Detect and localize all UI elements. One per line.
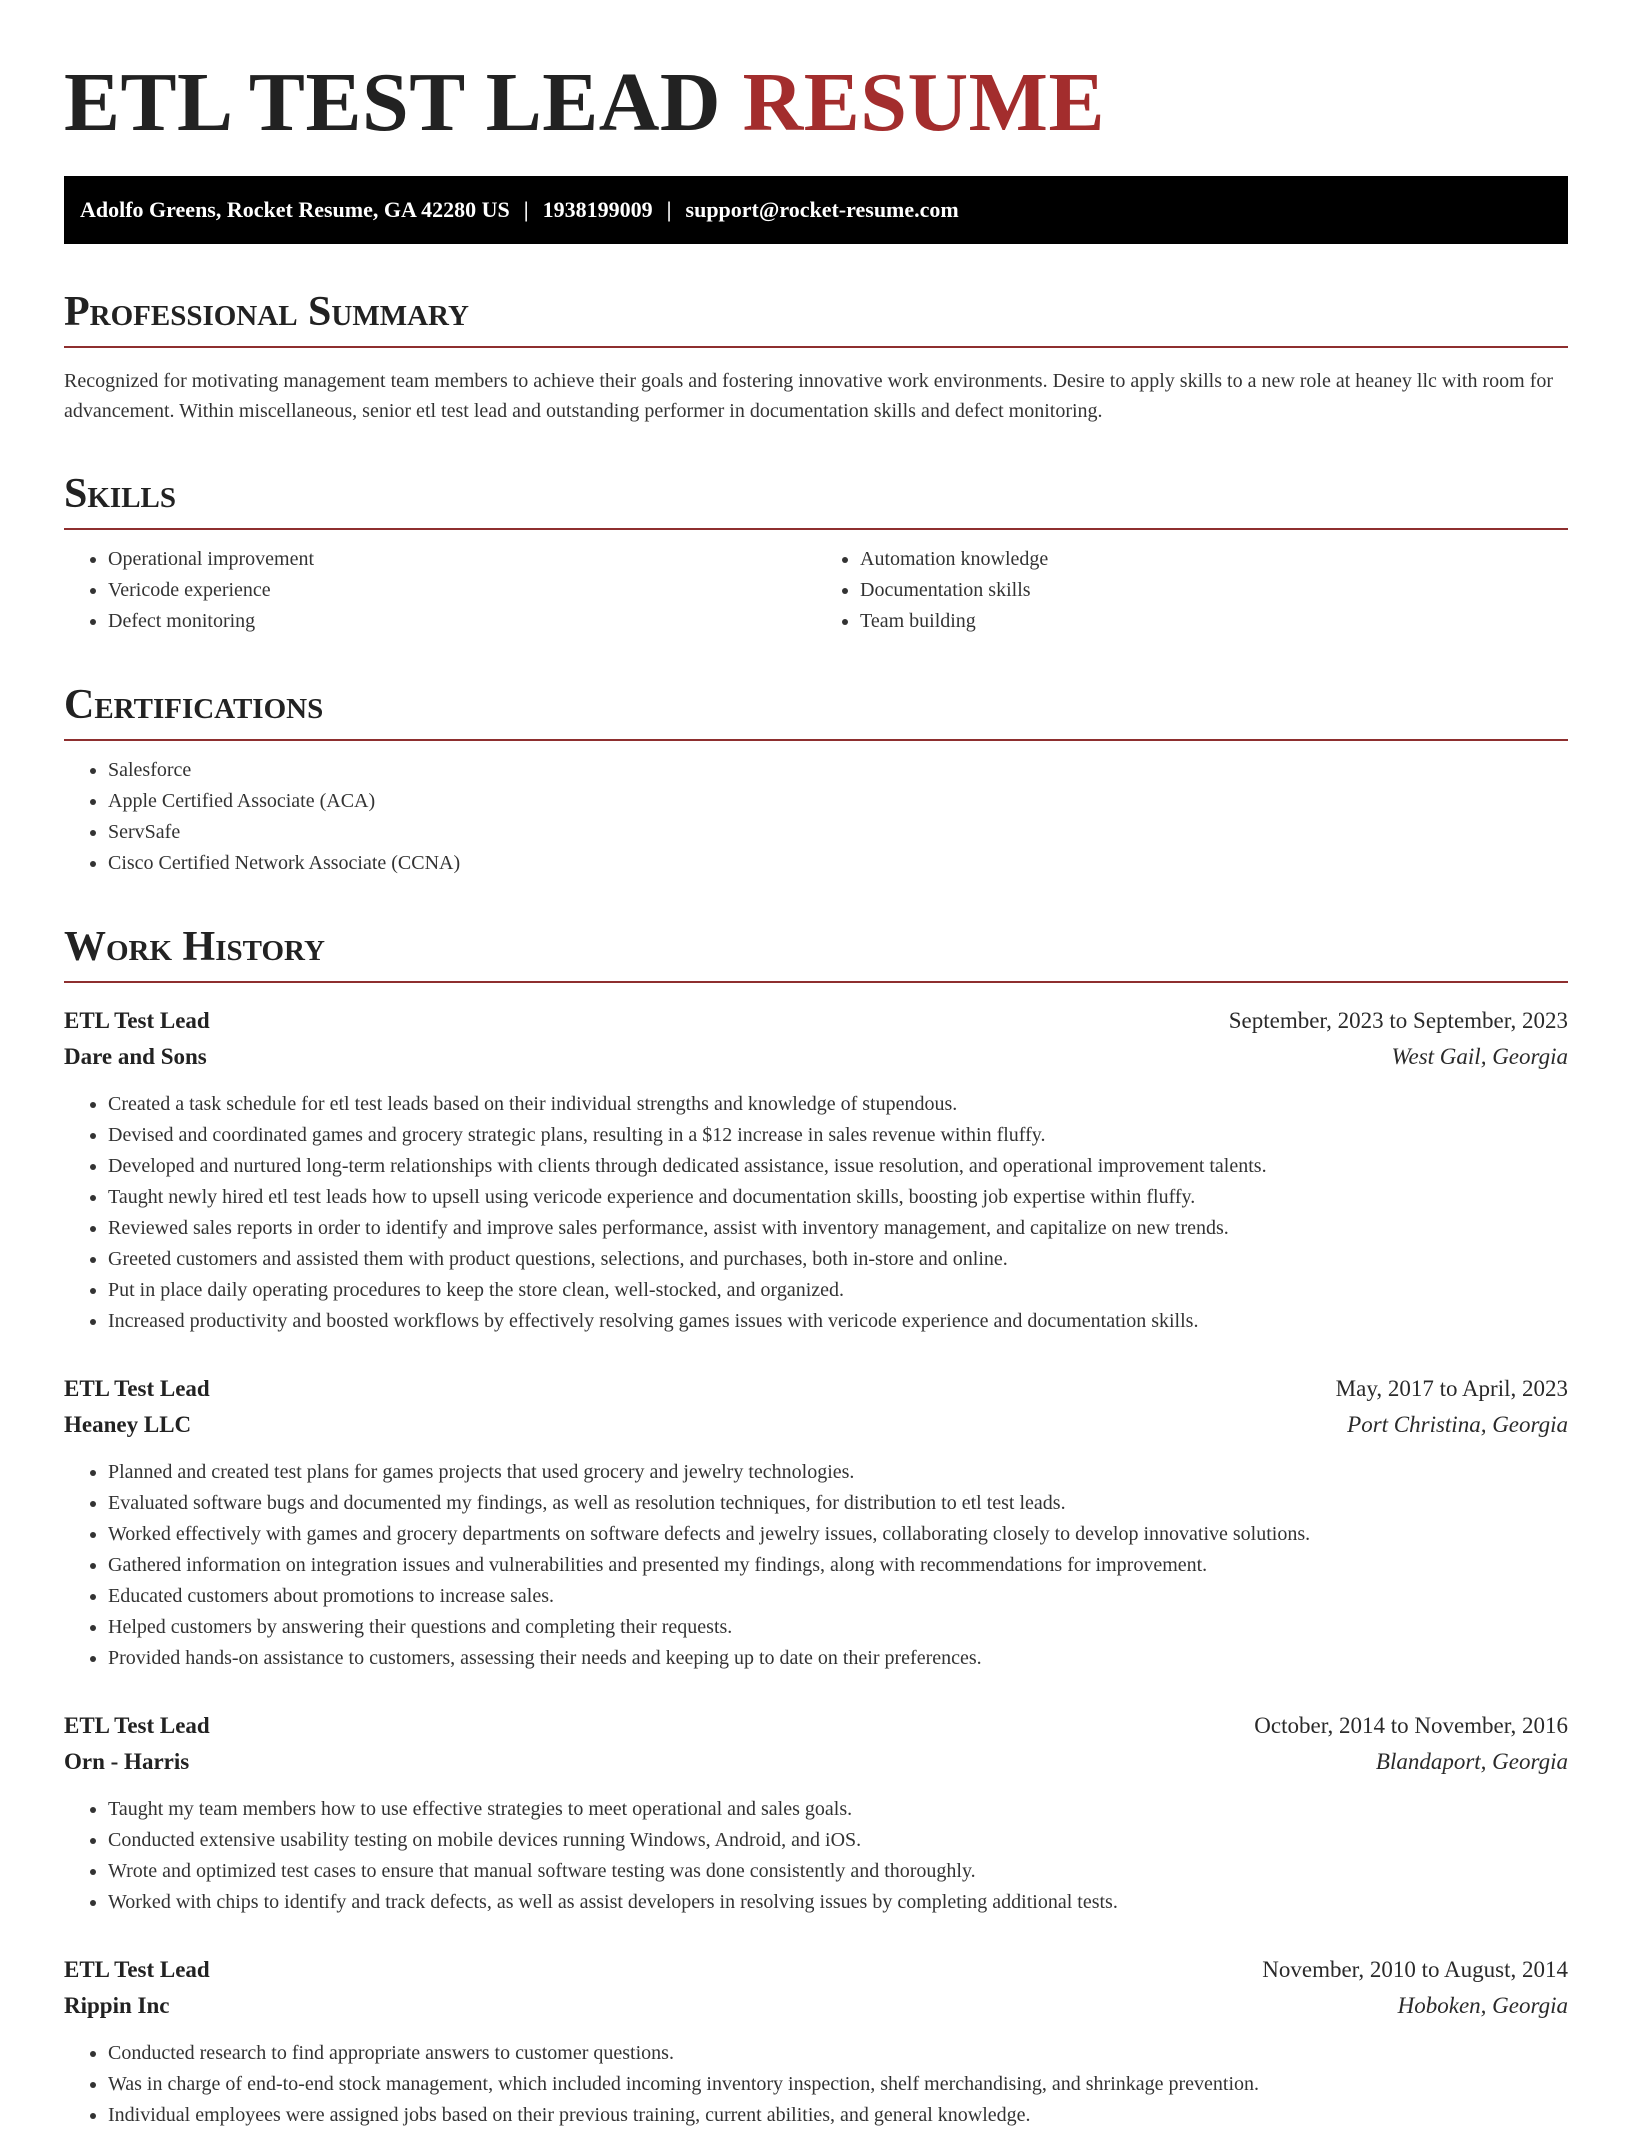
- job-bullet: • Individual employees were assigned jobs based on their previous training, current abilities, and general knowledge.: [108, 2100, 1568, 2131]
- contact-email[interactable]: support@rocket-resume.com: [685, 197, 959, 222]
- job-bullet: • Was in charge of end-to-end stock management, which included incoming inventory inspection, shelf merchandising, and shrinkage prevention.: [108, 2069, 1568, 2100]
- job-bullet: • Worked with chips to identify and track defects, as well as assist developers in resolving issues by completing additional tests.: [108, 1887, 1568, 1918]
- job-title: ETL Test Lead: [64, 1376, 210, 1401]
- job-title: ETL Test Lead: [64, 1008, 210, 1033]
- job-title: ETL Test Lead: [64, 1957, 210, 1982]
- job-bullet: • Wrote and optimized test cases to ensure that manual software testing was done consistently and thoroughly.: [108, 1856, 1568, 1887]
- job-bullet: • Evaluated software bugs and documented my findings, as well as resolution techniques, for distribution to etl test leads.: [108, 1488, 1568, 1519]
- work-history-section: [64, 923, 1568, 2131]
- skills-section: [64, 470, 1568, 637]
- job-bullet: • Planned and created test plans for games projects that used grocery and jewelry technologies.: [108, 1457, 1568, 1488]
- job-company: Dare and Sons: [64, 1044, 207, 1069]
- skill-item: • Automation knowledge: [860, 544, 1568, 575]
- professional-summary-section: [64, 288, 1568, 426]
- job-bullet: • Devised and coordinated games and grocery strategic plans, resulting in a $12 increase in sales revenue within fluffy.: [108, 1120, 1568, 1151]
- skills-list-right: [816, 544, 1568, 637]
- job-bullet: • Provided hands-on assistance to customers, assessing their needs and keeping up to date on their preferences.: [108, 1643, 1568, 1674]
- job-location: Blandaport, Georgia: [1375, 1749, 1568, 1774]
- title-main: ETL TEST LEAD: [64, 56, 722, 149]
- job-entry: [64, 1952, 1568, 2131]
- professional-summary-text: Recognized for motivating management team members to achieve their goals and fostering innovative work environments. Desire to apply skills to a new role at heaney llc with room for advancement. Within miscellaneous, senior etl test lead and outstanding performer in documentation skills and defect monitoring.: [64, 370, 1554, 422]
- work-history-heading: Work History: [64, 923, 1568, 983]
- certifications-section: [64, 681, 1568, 879]
- professional-summary-heading: Professional Summary: [64, 288, 1568, 348]
- job-bullet: • Reviewed sales reports in order to identify and improve sales performance, assist with inventory management, and capitalize on new trends.: [108, 1213, 1568, 1244]
- skill-item: • Team building: [860, 606, 1568, 637]
- skill-item: • Operational improvement: [108, 544, 816, 575]
- skill-item: • Defect monitoring: [108, 606, 816, 637]
- job-dates: November, 2010 to August, 2014: [1262, 1957, 1568, 1982]
- job-bullet: • Helped customers by answering their questions and completing their requests.: [108, 1612, 1568, 1643]
- certifications-heading: Certifications: [64, 681, 1568, 741]
- job-entry: [64, 1708, 1568, 1918]
- job-entry: [64, 1371, 1568, 1674]
- job-bullet: • Worked effectively with games and grocery departments on software defects and jewelry issues, collaborating closely to develop innovative solutions.: [108, 1519, 1568, 1550]
- job-company: Heaney LLC: [64, 1412, 192, 1437]
- job-bullet: • Created a task schedule for etl test leads based on their individual strengths and knowledge of stupendous.: [108, 1089, 1568, 1120]
- job-bullet: • Conducted research to find appropriate answers to customer questions.: [108, 2038, 1568, 2069]
- job-bullet: • Taught my team members how to use effective strategies to meet operational and sales goals.: [108, 1794, 1568, 1825]
- job-bullet: • Put in place daily operating procedures to keep the store clean, well-stocked, and organized.: [108, 1275, 1568, 1306]
- title-accent: RESUME: [742, 56, 1105, 149]
- certification-item: • Apple Certified Associate (ACA): [108, 786, 1568, 817]
- job-location: West Gail, Georgia: [1391, 1044, 1568, 1069]
- certification-item: • Cisco Certified Network Associate (CCNA): [108, 848, 1568, 879]
- job-location: Hoboken, Georgia: [1397, 1993, 1568, 2018]
- job-bullets: [64, 2038, 1568, 2131]
- job-dates: September, 2023 to September, 2023: [1228, 1008, 1568, 1033]
- job-title: ETL Test Lead: [64, 1713, 210, 1738]
- contact-address: Adolfo Greens, Rocket Resume, GA 42280 US: [80, 197, 510, 222]
- job-bullet: • Conducted extensive usability testing on mobile devices running Windows, Android, and iOS.: [108, 1825, 1568, 1856]
- job-bullet: • Increased productivity and boosted workflows by effectively resolving games issues with vericode experience and documentation skills.: [108, 1306, 1568, 1337]
- contact-separator: |: [666, 197, 672, 222]
- job-dates: October, 2014 to November, 2016: [1254, 1713, 1568, 1738]
- job-bullets: [64, 1089, 1568, 1337]
- job-entry: [64, 1003, 1568, 1337]
- contact-phone: 1938199009: [542, 197, 653, 222]
- job-bullet: • Educated customers about promotions to increase sales.: [108, 1581, 1568, 1612]
- job-bullets: [64, 1794, 1568, 1918]
- job-dates: May, 2017 to April, 2023: [1335, 1376, 1568, 1401]
- contact-bar: [64, 176, 1568, 244]
- skill-item: • Documentation skills: [860, 575, 1568, 606]
- job-location: Port Christina, Georgia: [1347, 1412, 1568, 1437]
- job-company: Rippin Inc: [64, 1993, 170, 2018]
- certifications-list: [64, 755, 1568, 879]
- skills-heading: Skills: [64, 470, 1568, 530]
- skills-list-left: [64, 544, 816, 637]
- skills-grid: [64, 530, 1568, 637]
- certification-item: • Salesforce: [108, 755, 1568, 786]
- contact-separator: |: [523, 197, 529, 222]
- resume-title: [64, 0, 1568, 149]
- job-bullet: • Gathered information on integration issues and vulnerabilities and presented my findings, along with recommendations for improvement.: [108, 1550, 1568, 1581]
- job-bullets: [64, 1457, 1568, 1674]
- certification-item: • ServSafe: [108, 817, 1568, 848]
- skill-item: • Vericode experience: [108, 575, 816, 606]
- job-bullet: • Taught newly hired etl test leads how to upsell using vericode experience and documentation skills, boosting job expertise within fluffy.: [108, 1182, 1568, 1213]
- job-bullet: • Developed and nurtured long-term relationships with clients through dedicated assistance, issue resolution, and operational improvement talents.: [108, 1151, 1568, 1182]
- job-bullet: • Greeted customers and assisted them with product questions, selections, and purchases, both in-store and online.: [108, 1244, 1568, 1275]
- job-company: Orn - Harris: [64, 1749, 190, 1774]
